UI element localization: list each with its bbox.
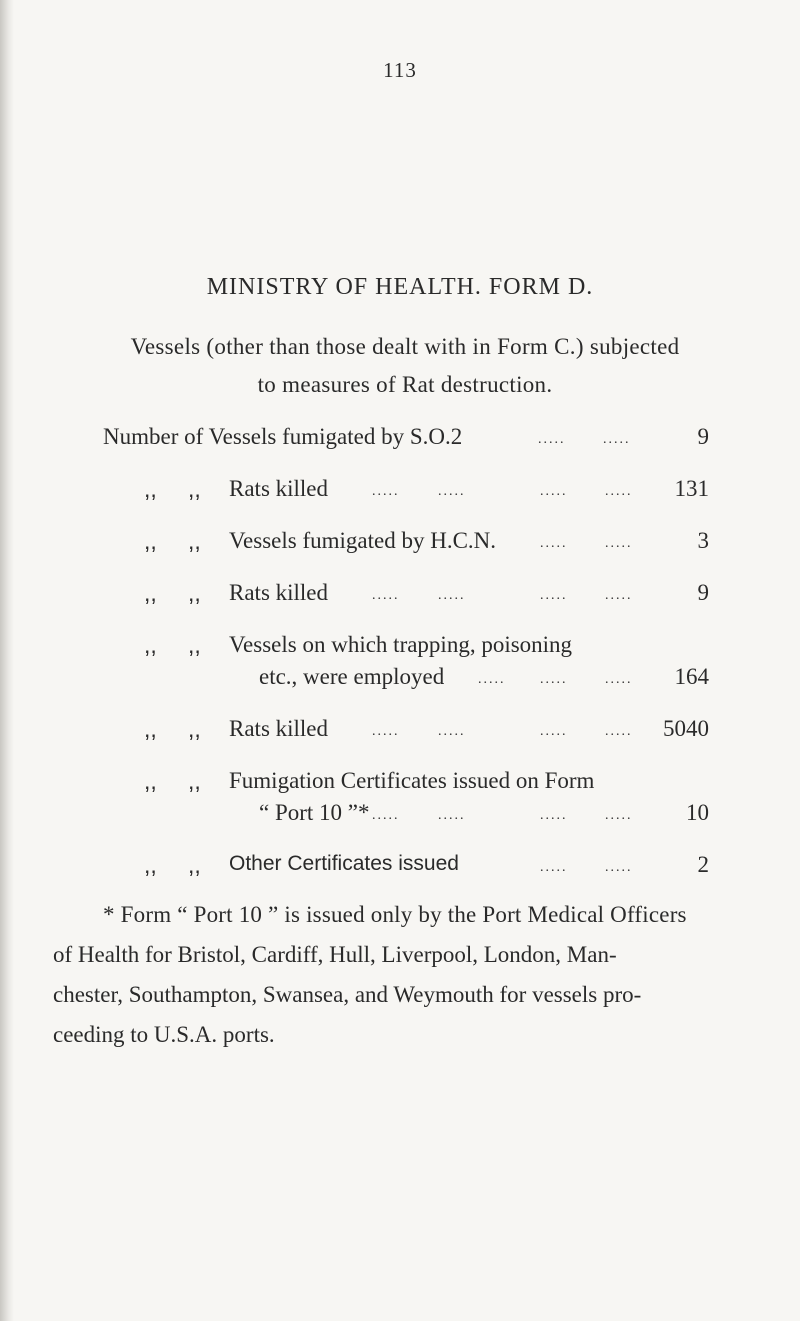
leader-dots: ..... [540, 588, 568, 603]
leader-dots: ..... [605, 860, 633, 875]
leader-dots: ..... [540, 860, 568, 875]
leader-dots: ..... [438, 724, 466, 739]
row-value: 9 [697, 580, 709, 605]
ditto-mark: ,, [188, 580, 201, 606]
leader-dots: ..... [372, 484, 400, 499]
leader-dots: ..... [540, 672, 568, 687]
leader-dots: ..... [605, 672, 633, 687]
row-value: 5040 [663, 716, 709, 741]
ditto-mark: ,, [144, 852, 157, 878]
row-label-continued: “ Port 10 ”* [259, 800, 370, 825]
footnote-line: ceeding to U.S.A. ports. [53, 1022, 275, 1047]
row-value: 2 [697, 852, 709, 877]
row-value: 164 [674, 664, 709, 689]
subtitle-line-2: to measures of Rat destruction. [257, 372, 553, 397]
row-value: 10 [686, 800, 709, 825]
ditto-mark: ,, [144, 716, 157, 742]
leader-dots: ..... [438, 484, 466, 499]
ditto-mark: ,, [144, 580, 157, 606]
page-number: 113 [383, 58, 417, 82]
ditto-mark: ,, [144, 632, 157, 658]
leader-dots: ..... [372, 588, 400, 603]
leader-dots: ..... [438, 808, 466, 823]
row-label: Rats killed [229, 476, 329, 501]
subtitle-line-1: Vessels (other than those dealt with in Form C.) subjected [130, 334, 680, 359]
ditto-mark: ,, [188, 768, 201, 794]
row-fumigation-certificates [0, 768, 800, 848]
ditto-mark: ,, [188, 632, 201, 658]
leader-dots: ..... [605, 484, 633, 499]
ditto-mark: ,, [188, 716, 201, 742]
footnote-line: chester, Southampton, Swansea, and Weymouth for vessels pro- [53, 982, 642, 1007]
row-value: 9 [697, 424, 709, 449]
row-label: Number of Vessels fumigated by S.O.2 [103, 424, 463, 449]
footnote-line: of Health for Bristol, Cardiff, Hull, Liverpool, London, Man- [53, 942, 617, 967]
ditto-mark: ,, [188, 852, 201, 878]
leader-dots: ..... [438, 588, 466, 603]
leader-dots: ..... [372, 724, 400, 739]
leader-dots: ..... [603, 432, 631, 447]
leader-dots: ..... [605, 588, 633, 603]
leader-dots: ..... [605, 724, 633, 739]
leader-dots: ..... [540, 724, 568, 739]
form-title: MINISTRY OF HEALTH. FORM D. [206, 274, 594, 300]
footnote-line: * Form “ Port 10 ” is issued only by the Port Medical Officers [103, 902, 687, 927]
row-label: Fumigation Certificates issued on Form [229, 768, 595, 793]
row-label: Rats killed [229, 580, 329, 605]
footnote [53, 895, 765, 1055]
row-label: Rats killed [229, 716, 329, 741]
row-value: 131 [674, 476, 709, 501]
leader-dots: ..... [605, 536, 633, 551]
leader-dots: ..... [538, 432, 566, 447]
ditto-mark: ,, [144, 768, 157, 794]
leader-dots: ..... [478, 672, 506, 687]
leader-dots: ..... [540, 808, 568, 823]
ditto-mark: ,, [144, 476, 157, 502]
row-label-continued: etc., were employed [259, 664, 445, 689]
row-label: Vessels on which trapping, poisoning [229, 632, 573, 657]
leader-dots: ..... [372, 808, 400, 823]
row-label: Other Certificates issued [229, 852, 459, 875]
leader-dots: ..... [540, 536, 568, 551]
leader-dots: ..... [540, 484, 568, 499]
leader-dots: ..... [605, 808, 633, 823]
ditto-mark: ,, [188, 476, 201, 502]
row-value: 3 [697, 528, 709, 553]
row-label: Vessels fumigated by H.C.N. [229, 528, 497, 553]
row-vessels-trapping [0, 632, 800, 712]
ditto-mark: ,, [188, 528, 201, 554]
ditto-mark: ,, [144, 528, 157, 554]
